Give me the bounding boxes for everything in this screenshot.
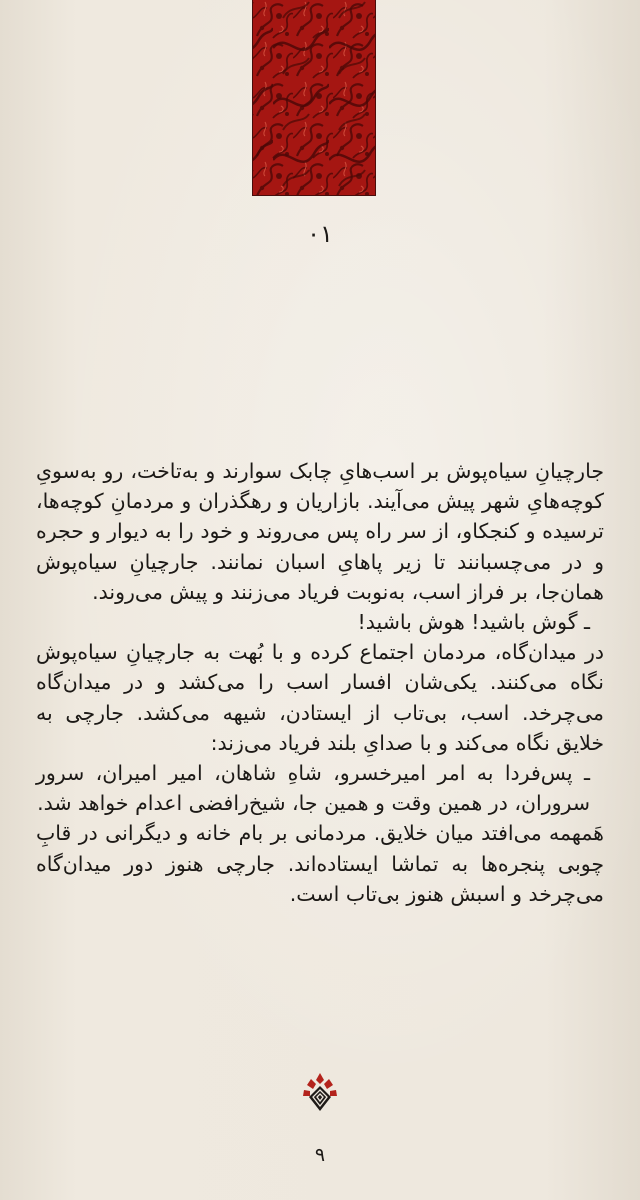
dialogue-line: ـ پس‌فردا به امر امیرخسرو، شاهِ شاهان، امیر امیران، سرور سروران، در همین وقت و همین جا، شیخ‌رافضی اعدام خواهد شد. (36, 761, 590, 816)
floral-pattern-icon (253, 0, 376, 196)
dialogue-line: ـ گوش باشید! هوش باشید! (357, 610, 590, 635)
chapter-number: ۰۱ (307, 220, 333, 248)
diamond-flower-ornament-icon (300, 1072, 340, 1112)
chapter-body-text (36, 456, 604, 909)
narrative-paragraph: در میدان‌گاه، مردمان اجتماع کرده و با بُهت به جارچیانِ سیاه‌پوش نگاه می‌کنند. یکی‌شان افسار اسب را می‌کشد و در میدان‌گاه می‌چرخد. اسب، بی‌تاب از ایستادن، شیهه می‌کشد. جارچی به خلایق نگاه می‌کند و با صدایِ بلند فریاد می‌زند: (36, 640, 604, 755)
decorative-red-banner (252, 0, 376, 196)
narrative-paragraph: هَمهمه می‌افتد میان خلایق. مردمانی بر بام خانه و دیگرانی در قابِ چوبی پنجره‌ها به تماشا ایستاده‌اند. جارچی هنوز دور میدان‌گاه می‌چرخد و اسبش هنوز بی‌تاب است. (36, 821, 604, 906)
page-number: ۹ (314, 1144, 326, 1166)
narrative-paragraph: جارچیانِ سیاه‌پوش بر اسب‌هایِ چابک سوارند و به‌تاخت، رو به‌سویِ کوچه‌هایِ شهر پیش می‌آیند. بازاریان و رهگذران و مردمانِ کوچه‌ها، ترسیده و کنجکاو، از سر راه پس می‌روند و خود را به دیوار و حجره و در می‌چسبانند تا زیر پاهایِ اسبان نمانند. جارچیانِ سیاه‌پوش همان‌جا، بر فراز اسب، به‌نوبت فریاد می‌زنند و پیش می‌روند. (36, 459, 604, 604)
